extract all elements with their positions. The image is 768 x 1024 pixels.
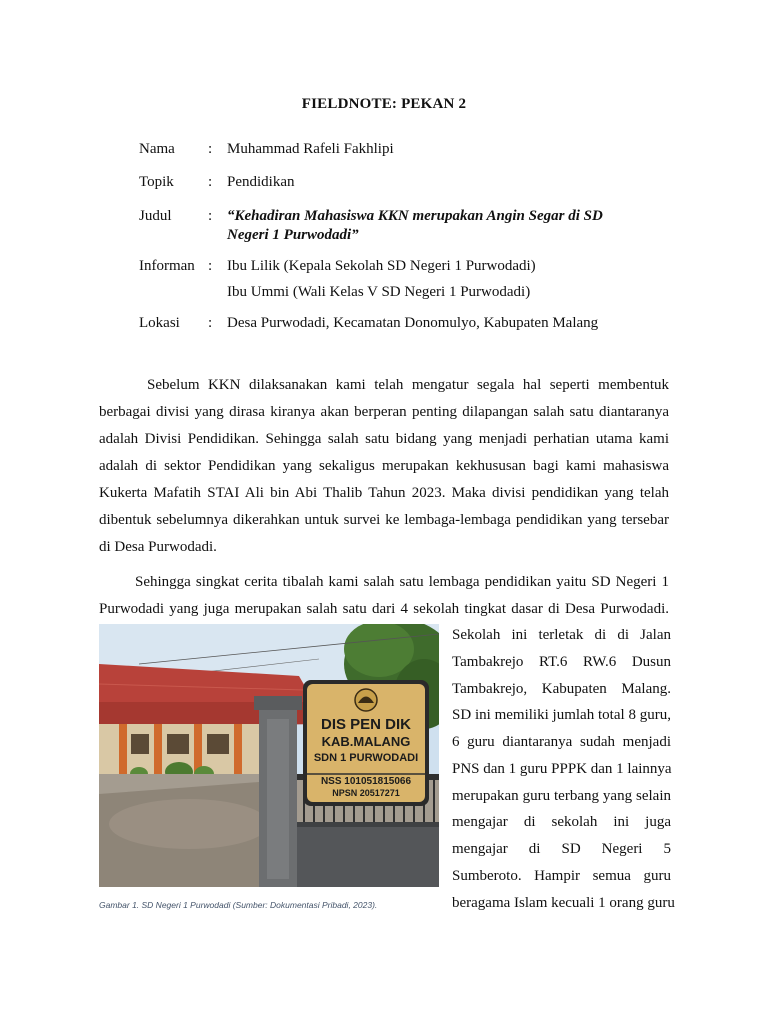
paragraph-line: mengajar di sekolah ini juga	[452, 814, 671, 830]
judul-line-1: “Kehadiran Mahasiswa KKN merupakan Angin Segar di SD	[227, 208, 603, 224]
paragraph-line: Kukerta Mafatih STAI Ali bin Abi Thalib Tahun 2023. Maka divisi pendidikan yang telah	[99, 485, 669, 501]
paragraph-line: 6 guru diantaranya sudah menjadi	[452, 734, 671, 750]
sign-text-line-4: NSS 101051815066	[320, 776, 412, 787]
paragraph-line: di Desa Purwodadi.	[99, 539, 217, 555]
paragraph-line: Tambakrejo, Kabupaten Malang.	[452, 681, 671, 697]
paragraph-line: adalah di sektor Pendidikan yang sekaligus merupakan kekhususan bagi kami mahasiswa	[99, 458, 669, 474]
paragraph-line: merupakan guru terbang yang selain	[452, 788, 671, 804]
meta-colon: :	[208, 258, 213, 274]
sign-text-line-3: SDN 1 PURWODADI	[313, 752, 419, 764]
meta-label-topik: Topik	[139, 174, 174, 190]
paragraph-line: SD ini memiliki jumlah total 8 guru,	[452, 707, 671, 723]
meta-label-lokasi: Lokasi	[139, 315, 180, 331]
meta-colon: :	[208, 141, 213, 157]
paragraph-line: PNS dan 1 guru PPPK dan 1 lainnya	[452, 761, 672, 777]
meta-label-informan: Informan	[139, 258, 195, 274]
meta-colon: :	[208, 208, 213, 224]
paragraph-line: Sebelum KKN dilaksanakan kami telah mengatur segala hal seperti membentuk	[147, 377, 669, 393]
meta-value-judul	[227, 207, 627, 245]
sign-text-line-2: KAB.MALANG	[321, 734, 411, 749]
paragraph-line: Tambakrejo RT.6 RW.6 Dusun	[452, 654, 671, 670]
meta-colon: :	[208, 174, 213, 190]
paragraph-line: adalah Divisi Pendidikan. Sehingga salah satu bidang yang menjadi perhatian utama kami	[99, 431, 669, 447]
meta-label-nama: Nama	[139, 141, 175, 157]
figure-caption: Gambar 1. SD Negeri 1 Purwodadi (Sumber: Dokumentasi Pribadi, 2023).	[99, 900, 378, 910]
meta-value-topik: Pendidikan	[227, 174, 295, 190]
document-title: FIELDNOTE: PEKAN 2	[301, 96, 467, 112]
paragraph-line: Sumberoto. Hampir semua guru	[452, 868, 671, 884]
paragraph-line: dibentuk sebelumnya dikerahkan untuk survei ke lembaga-lembaga pendidikan yang tersebar	[99, 512, 669, 528]
sign-text-line-1: DIS PEN DIK	[320, 716, 412, 733]
informan-line-2: Ibu Ummi (Wali Kelas V SD Negeri 1 Purwodadi)	[227, 284, 531, 300]
meta-value-informan	[227, 253, 627, 305]
informan-line-1: Ibu Lilik (Kepala Sekolah SD Negeri 1 Purwodadi)	[227, 258, 536, 274]
paragraph-line: berbagai divisi yang dirasa kiranya akan berperan penting dilapangan salah satu diantaranya	[99, 404, 669, 420]
sign-text-line-5: NPSN 20517271	[332, 788, 400, 798]
judul-line-2: Negeri 1 Purwodadi”	[227, 227, 359, 243]
meta-value-nama: Muhammad Rafeli Fakhlipi	[227, 141, 394, 157]
meta-label-judul: Judul	[139, 208, 172, 224]
meta-value-lokasi: Desa Purwodadi, Kecamatan Donomulyo, Kabupaten Malang	[227, 315, 599, 331]
school-photo	[99, 624, 439, 887]
paragraph-line: Purwodadi yang juga merupakan salah satu dari 4 sekolah tingkat dasar di Desa Purwodadi.	[99, 601, 669, 617]
paragraph-line: beragama Islam kecuali 1 orang guru	[452, 895, 675, 911]
paragraph-line: mengajar di SD Negeri 5	[452, 841, 671, 857]
paragraph-line: Sekolah ini terletak di di Jalan	[452, 627, 671, 643]
meta-colon: :	[208, 315, 213, 331]
paragraph-line: Sehingga singkat cerita tibalah kami salah satu lembaga pendidikan yaitu SD Negeri 1	[135, 574, 669, 590]
